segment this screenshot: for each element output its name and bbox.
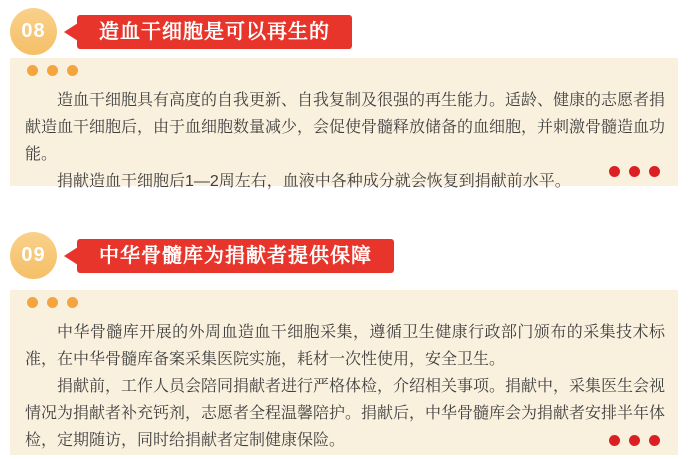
red-dot-icon (649, 166, 660, 177)
section-title-banner (77, 15, 352, 49)
red-dot-icon (609, 166, 620, 177)
orange-dot-icon (27, 297, 38, 308)
paragraph: 造血干细胞具有高度的自我更新、自我复制及很强的再生能力。适龄、健康的志愿者捐献造血干细胞后，由于血细胞数量减少，会促使骨髓释放储备的血细胞，并刺激骨髓造血功能。 (25, 92, 666, 163)
section-number-badge (10, 232, 57, 279)
red-dot-icon (649, 435, 660, 446)
red-dots-icon (609, 166, 660, 177)
section-09-card (10, 290, 678, 455)
paragraph: 捐献前，工作人员会陪同捐献者进行严格体检，介绍相关事项。捐献中，采集医生会视情况为捐献者补充钙剂，志愿者全程温馨陪护。捐献后，中华骨髓库会为捐献者安排半年体检，定期随访，同时给捐献者定制健康保险。 (25, 378, 666, 449)
section-number-badge (10, 8, 57, 55)
section-title: 造血干细胞是可以再生的 (99, 20, 330, 43)
section-08-header (10, 8, 680, 55)
section-number: 08 (21, 20, 46, 42)
orange-dot-icon (27, 65, 38, 76)
section-08-card (10, 58, 678, 190)
section-09-header (10, 232, 680, 279)
section-08 (10, 8, 680, 190)
orange-dot-icon (67, 297, 78, 308)
section-09-body (25, 319, 665, 454)
red-dots-icon (609, 435, 660, 446)
orange-dot-icon (47, 297, 58, 308)
banner-arrow-icon (64, 247, 78, 265)
orange-dots-icon (25, 297, 665, 308)
section-09 (10, 232, 680, 455)
red-dot-icon (629, 166, 640, 177)
banner-arrow-icon (64, 23, 78, 41)
paragraph: 捐献造血干细胞后1—2周左右，血液中各种成分就会恢复到捐献前水平。 (57, 173, 571, 190)
section-number: 09 (21, 244, 46, 266)
paragraph: 中华骨髓库开展的外周血造血干细胞采集，遵循卫生健康行政部门颁布的采集技术标准，在中华骨髓库备案采集医院实施，耗材一次性使用，安全卫生。 (25, 324, 665, 368)
orange-dot-icon (47, 65, 58, 76)
section-title: 中华骨髓库为捐献者提供保障 (99, 244, 372, 267)
section-title-banner (77, 239, 394, 273)
orange-dots-icon (25, 65, 665, 76)
red-dot-icon (629, 435, 640, 446)
red-dot-icon (609, 435, 620, 446)
orange-dot-icon (67, 65, 78, 76)
section-08-body (25, 87, 665, 195)
